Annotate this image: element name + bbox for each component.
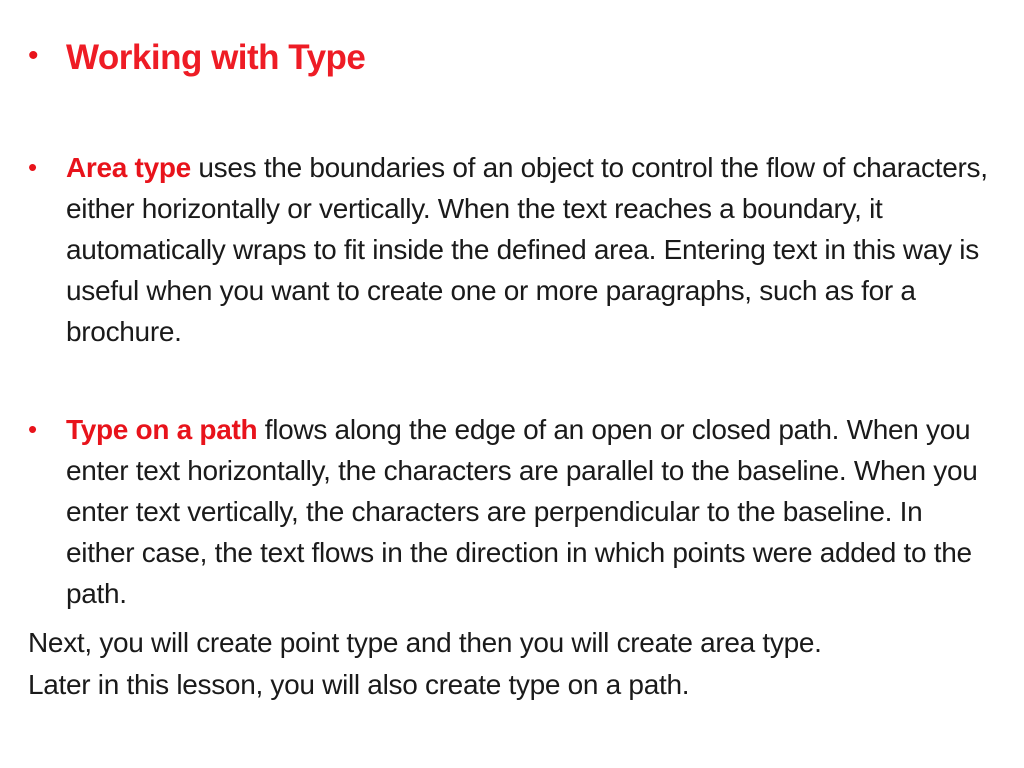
bullet-text: uses the boundaries of an object to control the flow of characters, either horizontally or vertically. When the text reaches a boundary, it automatically wraps to fit inside the defined area. Entering text in this way is useful when you want to create one or more paragraphs, such as for a brochure. [66, 152, 988, 347]
closing-line-2: Later in this lesson, you will also create type on a path. [28, 669, 690, 700]
term-type-on-path: Type on a path [66, 414, 258, 445]
title-text: Working with Type [66, 38, 366, 77]
bullet-text: flows along the edge of an open or closed path. When you enter text horizontally, the characters are parallel to the baseline. When you enter text vertically, the characters are perpendicular to the baseline. In either case, the text flows in the direction in which points were added to the path. [66, 414, 978, 609]
slide-title [28, 38, 365, 78]
bullet-content [66, 409, 988, 614]
term-area-type: Area type [66, 152, 191, 183]
bullet-area-type [28, 147, 988, 352]
bullet-type-on-path [28, 409, 988, 614]
closing-line-1: Next, you will create point type and then you will create area type. [28, 627, 822, 658]
title-bullet-icon: • [28, 39, 39, 72]
closing-paragraph [28, 622, 998, 706]
bullet-icon: • [28, 414, 37, 444]
bullet-content [66, 147, 988, 352]
bullet-icon: • [28, 152, 37, 182]
